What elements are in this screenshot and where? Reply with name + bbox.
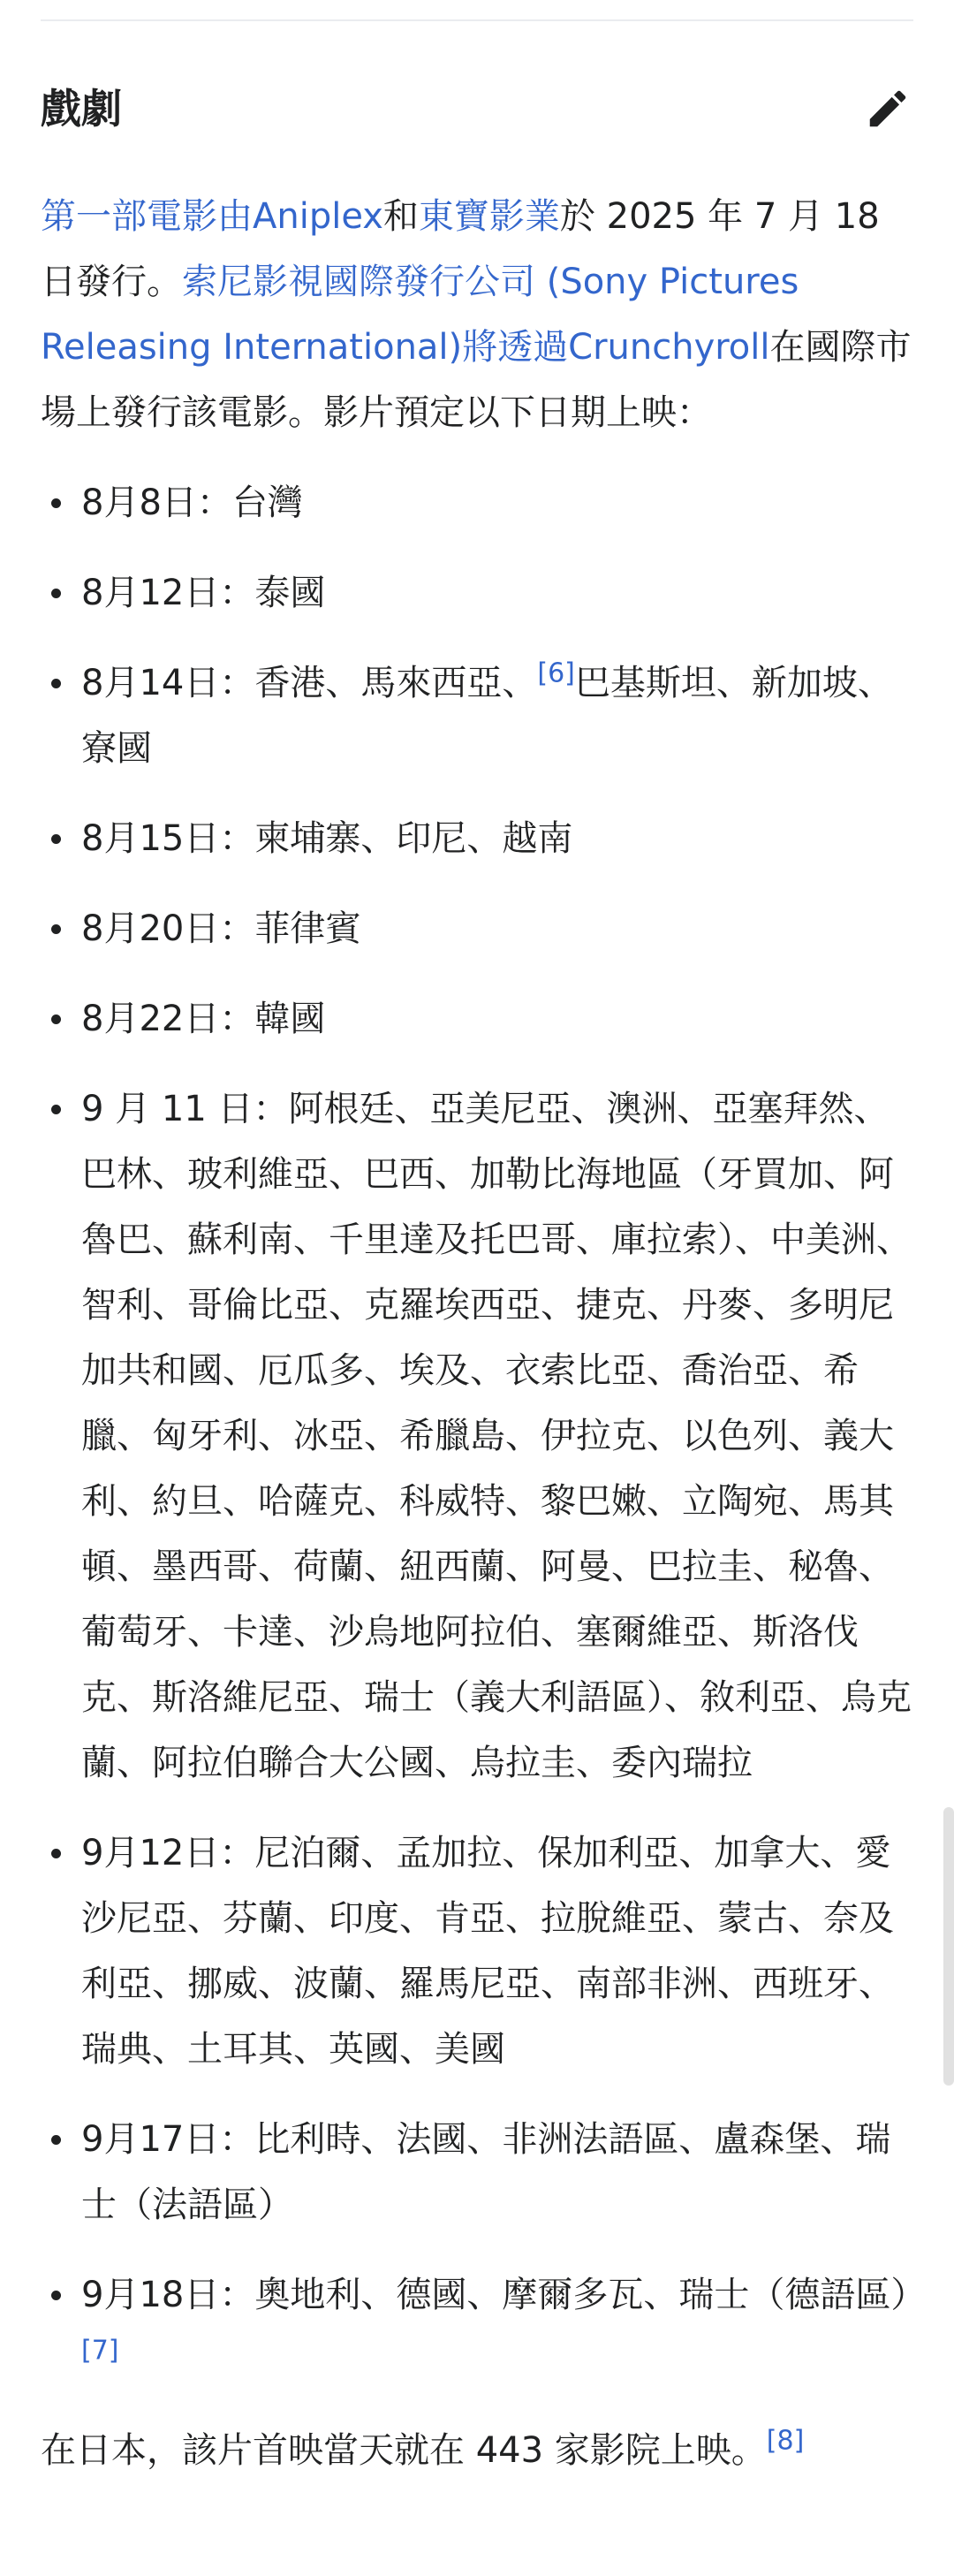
citation-link-7[interactable]: [7] <box>81 2335 119 2367</box>
release-text: 9月18日：奧地利、德國、摩爾多瓦、瑞士（德語區） <box>81 2275 927 2315</box>
list-item <box>41 986 913 1052</box>
bullet <box>51 1849 61 1858</box>
list-item <box>41 896 913 961</box>
release-text: 8月14日：香港、馬來西亞、 <box>81 663 538 703</box>
bullet <box>51 679 61 688</box>
lead-text-1: 和 <box>382 196 419 237</box>
release-text: 8月22日：韓國 <box>81 999 326 1039</box>
edit-section-button[interactable] <box>862 83 913 134</box>
closing-text: 在日本，該片首映當天就在 443 家影院上映。 <box>41 2430 767 2471</box>
list-item <box>41 650 913 781</box>
link-toho[interactable]: 東寶影業 <box>418 196 560 237</box>
release-text: 9 月 11 日：阿根廷、亞美尼亞、澳洲、亞塞拜然、巴林、玻利維亞、巴西、加勒比海地區（牙買加、阿魯巴、蘇利南、千里達及托巴哥、庫拉索）、中美洲、智利、哥倫比亞、克羅埃西亞、捷克、丹麥、多明尼加共和國、厄瓜多、埃及、衣索比亞、喬治亞、希臘、匈牙利、冰亞、希臘島、伊拉克、以色列、義大利、約旦、哈薩克、科威特、黎巴嫩、立陶宛、馬其頓、墨西哥、荷蘭、紐西蘭、阿曼、巴拉圭、秘魯、葡萄牙、卡達、沙烏地阿拉伯、塞爾維亞、斯洛伐克、斯洛維尼亞、瑞士（義大利語區）、敘利亞、烏克蘭、阿拉伯聯合大公國、烏拉圭、委內瑞拉 <box>81 1089 912 1783</box>
pencil-icon <box>864 85 912 133</box>
scrollbar-thumb[interactable] <box>943 1807 954 2086</box>
lead-paragraph <box>41 184 913 445</box>
list-item <box>41 2262 927 2393</box>
bullet <box>51 1105 61 1114</box>
section-title: 戲劇 <box>41 85 122 133</box>
release-text: 9月17日：比利時、法國、非洲法語區、盧森堡、瑞士（法語區） <box>81 2119 891 2225</box>
link-first-film-aniplex[interactable]: 第一部電影由Aniplex <box>41 196 383 237</box>
citation-ref <box>537 658 575 689</box>
bullet <box>51 589 61 598</box>
lead-text-3: 在國際市場上發行該電影。影片預定以下日期上映： <box>41 327 912 433</box>
bullet <box>51 498 61 508</box>
list-item <box>41 1820 913 2082</box>
citation-link-6[interactable]: [6] <box>537 657 575 689</box>
list-item <box>41 806 913 871</box>
list-item <box>41 470 913 536</box>
bullet <box>51 2135 61 2145</box>
article-content <box>41 184 927 2483</box>
bullet <box>51 834 61 844</box>
lead-text-2: 於 2025 年 7 月 18 日發行。 <box>41 196 880 302</box>
scrollbar[interactable] <box>942 0 954 2576</box>
release-text: 8月15日：柬埔寨、印尼、越南 <box>81 818 573 859</box>
bullet <box>51 2291 61 2300</box>
citation-link-8[interactable]: [8] <box>766 2425 805 2457</box>
link-sony-pictures-crunchyroll[interactable]: 索尼影視國際發行公司 (Sony Pictures Releasing International)將透過Crunchyroll <box>41 262 799 368</box>
list-item <box>41 2107 913 2238</box>
bullet <box>51 1014 61 1024</box>
citation-ref <box>767 2426 805 2457</box>
section-header <box>41 78 913 140</box>
list-item <box>41 560 913 626</box>
citation-ref <box>81 2336 119 2367</box>
release-text: 9月12日：尼泊爾、孟加拉、保加利亞、加拿大、愛沙尼亞、芬蘭、印度、肯亞、拉脫維亞、蒙古、奈及利亞、挪威、波蘭、羅馬尼亞、南部非洲、西班牙、瑞典、土耳其、英國、美國 <box>81 1833 894 2070</box>
release-text: 8月20日：菲律賓 <box>81 908 361 949</box>
release-text-after: 巴基斯坦、新加坡、寮國 <box>81 663 893 769</box>
section-divider <box>41 19 913 21</box>
release-text: 8月8日：台灣 <box>81 483 303 523</box>
release-text: 8月12日：泰國 <box>81 573 326 613</box>
list-item <box>41 1076 913 1796</box>
closing-paragraph <box>41 2418 913 2483</box>
bullet <box>51 924 61 934</box>
release-date-list <box>41 470 927 2393</box>
